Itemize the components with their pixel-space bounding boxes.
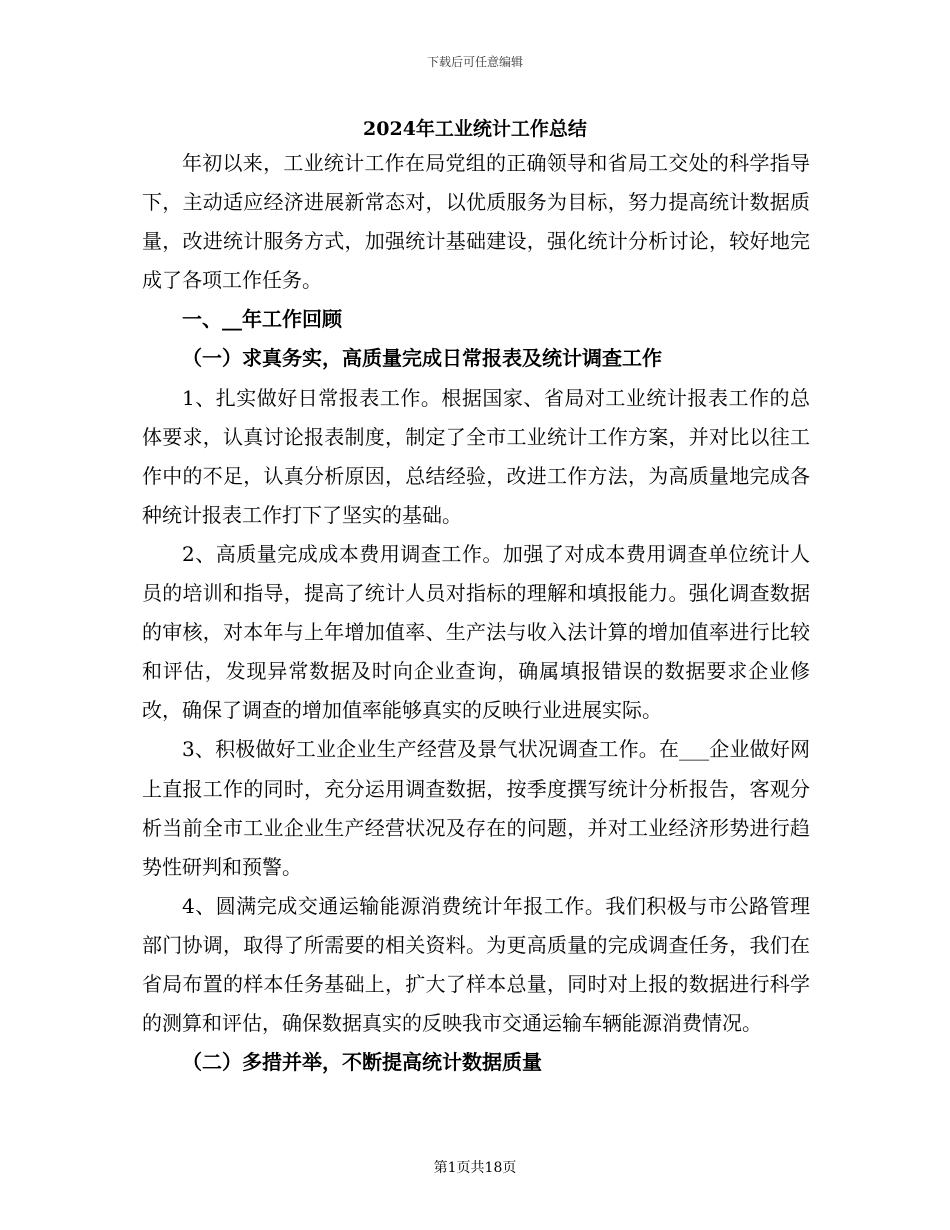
item-paragraph: 2、高质量完成成本费用调查工作。加强了对成本费用调查单位统计人员的培训和指导，提高了统计人员对指标的理解和填报能力。强化调查数据的审核，对本年与上年增加值率、生产法与收入法计算的增加值率进行比较和评估，发现异常数据及时向企业查询，确属填报错误的数据要求企业修改，确保了调查的增加值率能够真实的反映行业进展实际。 (142, 541, 810, 723)
header-note: 下载后可任意编辑 (426, 55, 523, 69)
item-paragraph: 3、积极做好工业企业生产经营及景气状况调查工作。在___企业做好网上直报工作的同时，充分运用调查数据，按季度撰写统计分析报告，客观分析当前全市工业企业生产经营状况及存在的问题，并对工业经济形势进行趋势性研判和预警。 (142, 737, 810, 879)
item-paragraph: 1、扎实做好日常报表工作。根据国家、省局对工业统计报表工作的总体要求，认真讨论报表制度，制定了全市工业统计工作方案，并对比以往工作中的不足，认真分析原因，总结经验，改进工作方法，为高质量地完成各种统计报表工作打下了坚实的基础。 (142, 385, 810, 527)
document-title: 2024年工业统计工作总结 (363, 118, 587, 140)
document-body (142, 144, 810, 1082)
intro-paragraph: 年初以来，工业统计工作在局党组的正确领导和省局工交处的科学指导下，主动适应经济进展新常态对，以优质服务为目标，努力提高统计数据质量，改进统计服务方式，加强统计基础建设，强化统计分析讨论，较好地完成了各项工作任务。 (142, 151, 810, 293)
page-number: 第1页共18页 (433, 1160, 517, 1176)
subsection-heading: （二）多措并举，不断提高统计数据质量 (182, 1050, 542, 1075)
item-paragraph: 4、圆满完成交通运输能源消费统计年报工作。我们积极与市公路管理部门协调，取得了所需要的相关资料。为更高质量的完成调查任务，我们在省局布置的样本任务基础上，扩大了样本总量，同时对上报的数据进行科学的测算和评估，确保数据真实的反映我市交通运输车辆能源消费情况。 (142, 893, 810, 1036)
subsection-heading: （一）求真务实，高质量完成日常报表及统计调查工作 (182, 346, 662, 371)
section-heading: 一、__年工作回顾 (182, 307, 342, 332)
